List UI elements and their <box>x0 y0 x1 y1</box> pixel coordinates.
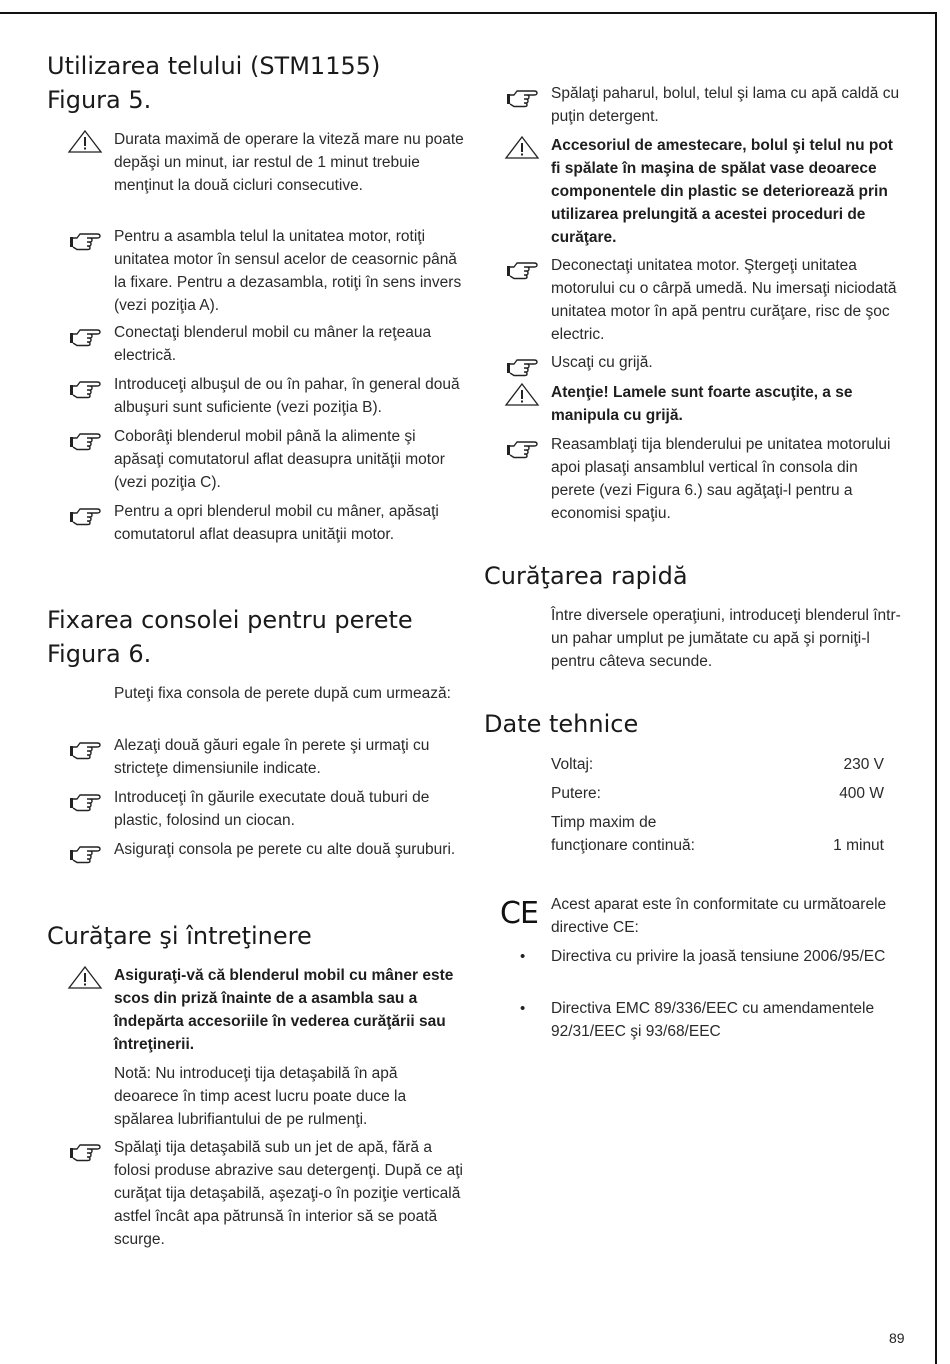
spec-value: 400 W <box>839 785 884 802</box>
pointing-hand-icon <box>67 1140 103 1166</box>
heading-quick-cleaning: Curăţarea rapidă <box>484 562 688 590</box>
warning-icon <box>67 128 103 154</box>
page-frame-right <box>935 12 937 1364</box>
page-number: 89 <box>889 1330 905 1346</box>
instruction-text: Pentru a opri blenderul mobil cu mâner, apăsaţi comutatorul aflat deasupra unităţii motor. <box>114 503 439 543</box>
bullet: • <box>520 1000 526 1017</box>
ce-text: Acest aparat este în conformitate cu următoarele directive CE: <box>551 896 887 936</box>
warning-icon <box>67 964 103 990</box>
instruction-text: Spălaţi tija detaşabilă sub un jet de apă, fără a folosi produse abrazive sau detergenţi. După ce aţi curăţat tija detaşabilă, aşezaţi-o în poziţie verticală astfel încât apa pătrunsă în interior să se poată scurge. <box>114 1139 463 1248</box>
spec-row-max-time <box>551 811 884 857</box>
instruction-text: Coborâţi blenderul mobil până la alimente şi apăsaţi comutatorul aflat deasupra unităţii motor (vezi poziţia C). <box>114 428 445 491</box>
pointing-hand-icon <box>504 86 540 112</box>
pointing-hand-icon <box>67 325 103 351</box>
spec-row-power <box>551 782 884 805</box>
warning-icon <box>504 134 540 160</box>
heading-whisk-usage: Utilizarea telului (STM1155) Figura 5. <box>47 52 381 114</box>
spec-label: Timp maxim de funcţionare continuă: <box>551 814 695 854</box>
pointing-hand-icon <box>67 377 103 403</box>
instruction-text: Uscaţi cu grijă. <box>551 354 653 371</box>
warning-text: Asiguraţi-vă că blenderul mobil cu mâner este scos din priză înainte de a asambla sau a îndepărta accesoriile în vederea curăţării sau întreţinerii. <box>114 967 454 1053</box>
pointing-hand-icon <box>504 437 540 463</box>
instruction-text: Spălaţi paharul, bolul, telul şi lama cu apă caldă cu puţin detergent. <box>551 85 900 125</box>
spec-row-voltage <box>551 753 884 776</box>
instruction-text: Deconectaţi unitatea motor. Ştergeţi unitatea motorului cu o cârpă umedă. Nu imersaţi niciodată unitatea motor în apă pentru curăţare, risc de şoc electric. <box>551 257 897 343</box>
instruction-text: Introduceţi albuşul de ou în pahar, în general două albuşuri sunt suficiente (vezi poziţia B). <box>114 376 460 416</box>
heading-wall-bracket: Fixarea consolei pentru perete Figura 6. <box>47 606 413 668</box>
ce-mark-icon: CE <box>500 896 538 931</box>
pointing-hand-icon <box>67 229 103 255</box>
intro-text: Puteţi fixa consola de perete după cum urmează: <box>114 685 451 702</box>
instruction-text: Introduceţi în găurile executate două tuburi de plastic, folosind un ciocan. <box>114 789 430 829</box>
instruction-text: Reasamblaţi tija blenderului pe unitatea motorului apoi plasaţi ansamblul vertical în consola din perete (vezi Figura 6.) sau agăţaţi-l pentru a economisi spaţiu. <box>551 436 891 522</box>
heading-cleaning-maintenance: Curăţare şi întreţinere <box>47 922 312 950</box>
warning-text: Accesoriul de amestecare, bolul şi telul nu pot fi spălate în maşina de spălat vase deoarece componentele din plastic se deteriorează prin utilizarea prelungită a acestei proceduri de curăţare. <box>551 137 893 246</box>
quick-cleaning-text: Între diversele operaţiuni, introduceţi blenderul într-un pahar umplut pe jumătate cu apă şi porniţi-l pentru câteva secunde. <box>551 607 901 670</box>
page-frame-top <box>0 12 937 14</box>
spec-label: Voltaj: <box>551 756 594 773</box>
note-text: Notă: Nu introduceţi tija detaşabilă în apă deoarece în timp acest lucru poate duce la spălarea lubrifiantului de pe rulmenţi. <box>114 1065 407 1128</box>
pointing-hand-icon <box>67 842 103 868</box>
instruction-text: Asiguraţi consola pe perete cu alte două şuruburi. <box>114 841 456 858</box>
spec-value: 230 V <box>843 756 884 773</box>
instruction-text: Conectaţi blenderul mobil cu mâner la reţeaua electrică. <box>114 324 432 364</box>
heading-technical-data: Date tehnice <box>484 710 639 738</box>
warning-icon <box>504 381 540 407</box>
pointing-hand-icon <box>504 258 540 284</box>
pointing-hand-icon <box>67 790 103 816</box>
bullet: • <box>520 948 526 965</box>
spec-label: Putere: <box>551 785 601 802</box>
pointing-hand-icon <box>67 429 103 455</box>
pointing-hand-icon <box>504 355 540 381</box>
directive-text: Directiva cu privire la joasă tensiune 2006/95/EC <box>551 948 886 965</box>
pointing-hand-icon <box>67 738 103 764</box>
pointing-hand-icon <box>67 504 103 530</box>
directive-text: Directiva EMC 89/336/EEC cu amendamentele 92/31/EEC şi 93/68/EEC <box>551 1000 875 1040</box>
instruction-text: Alezaţi două găuri egale în perete şi urmaţi cu stricteţe dimensiunile indicate. <box>114 737 430 777</box>
instruction-text: Pentru a asambla telul la unitatea motor, rotiţi unitatea motor în sensul acelor de ceasornic până la fixare. Pentru a dezasambla, rotiţi în sens invers (vezi poziţia A). <box>114 228 462 314</box>
warning-text: Atenţie! Lamele sunt foarte ascuţite, a se manipula cu grijă. <box>551 384 853 424</box>
spec-value: 1 minut <box>833 837 884 854</box>
warning-text: Durata maximă de operare la viteză mare nu poate depăşi un minut, iar restul de 1 minut trebuie menţinut la două cicluri consecutive. <box>114 131 464 194</box>
